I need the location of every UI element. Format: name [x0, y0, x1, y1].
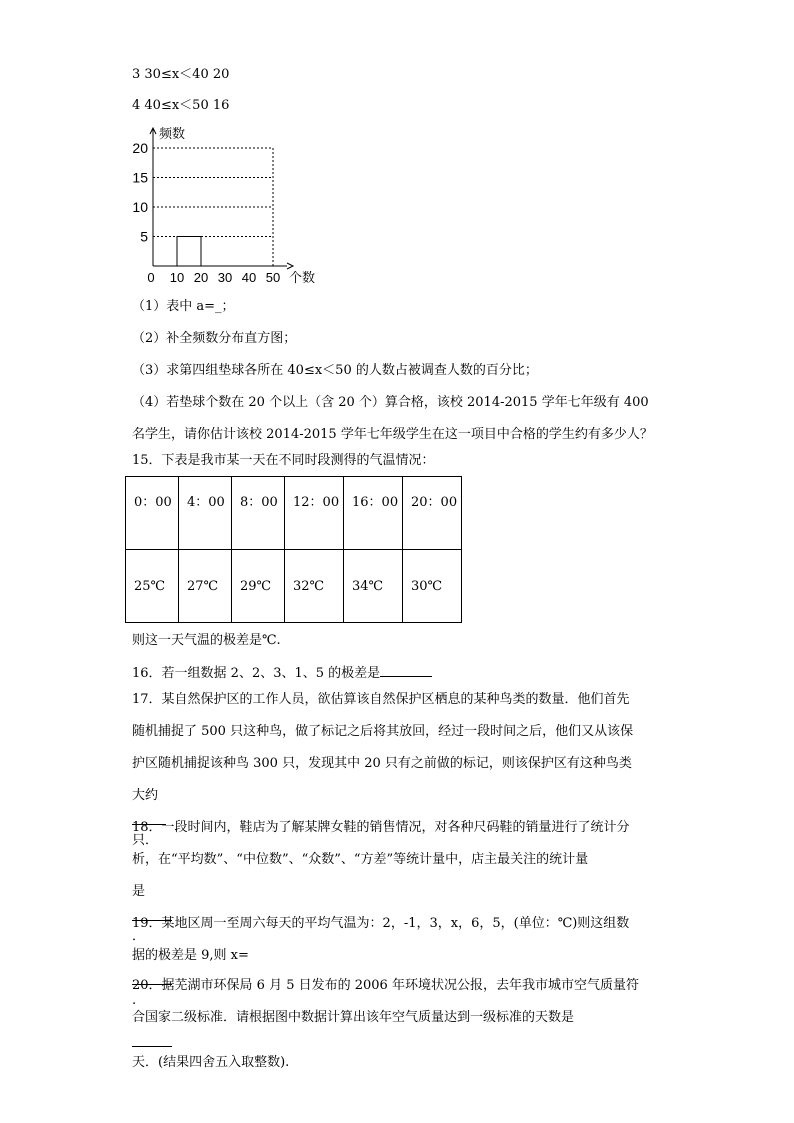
time-cell: 8：00	[232, 477, 285, 550]
x-tick-label: 50	[265, 270, 281, 285]
time-cell: 16：00	[344, 477, 403, 550]
q20-line-1: 20．据芜湖市环保局 6 月 5 日发布的 2006 年环境状况公报，去年我市城市空气质量符	[132, 978, 639, 993]
x-tick-label: 0	[147, 270, 155, 285]
q16-text: 16．若一组数据 2、2、3、1、5 的极差是	[132, 666, 381, 681]
freq-row-3: 3 30≤x＜40 20	[132, 67, 230, 82]
q15-text: 15．下表是我市某一天在不同时段测得的气温情况：	[132, 453, 435, 468]
x-tick-label: 40	[241, 270, 257, 285]
temp-cell: 32℃	[285, 550, 344, 623]
answer-blank	[380, 664, 432, 677]
x-axis-arrow-icon	[287, 263, 293, 269]
q17-line-1: 17．某自然保护区的工作人员，欲估算该自然保护区栖息的某种鸟类的数量．他们首先	[132, 692, 630, 707]
q18-line-2: 析，在“平均数”、“中位数”、“众数”、“方差”等统计量中，店主最关注的统计量	[132, 852, 589, 867]
q20-prefix: 合国家二级标准．请根据图中数据计算出该年空气质量达到一级标准的天数是	[132, 1010, 575, 1025]
freq-row-4: 4 40≤x＜50 16	[132, 98, 230, 113]
temp-cell: 29℃	[232, 550, 285, 623]
q19-prefix: 据的极差是 9,则 x=	[132, 948, 249, 963]
answer-blank	[132, 1034, 172, 1047]
q14-parts	[132, 291, 672, 451]
q14-part-1: （1）表中 a=_；	[132, 299, 235, 314]
q14-part-2: （2）补全频数分布直方图；	[132, 331, 297, 346]
q14-part-3: （3）求第四组垫球各所在 40≤x＜50 的人数占被调查人数的百分比；	[132, 363, 538, 378]
q17-suffix: 只．	[132, 833, 159, 848]
q17-line-2: 随机捕捉了 500 只这种鸟，做了标记之后将其放回，经过一段时间之后，他们又从该保	[132, 724, 634, 739]
x-tick-label: 10	[169, 270, 185, 285]
q18-suffix: ．	[132, 929, 146, 944]
q20-line-3: 天．(结果四舍五入取整数).	[132, 1055, 290, 1070]
temp-cell: 30℃	[403, 550, 462, 623]
y-tick-label: 10	[132, 199, 148, 215]
q17-prefix: 大约	[132, 788, 159, 803]
y-tick-label: 20	[132, 140, 148, 156]
x-tick-label: 20	[193, 270, 209, 285]
time-cell: 0：00	[126, 477, 179, 550]
temp-cell: 34℃	[344, 550, 403, 623]
time-cell: 12：00	[285, 477, 344, 550]
y-tick-label: 15	[132, 169, 148, 186]
q18-line-1: 18．一段时间内，鞋店为了解某牌女鞋的销售情况，对各种尺码鞋的销量进行了统计分	[132, 820, 630, 835]
q20	[132, 970, 672, 1079]
q15-after: 则这一天气温的极差是℃.	[132, 633, 281, 648]
temperature-table	[125, 476, 462, 623]
q19-suffix: .	[132, 993, 137, 1008]
q19-line-1: 19．某地区周一至周六每天的平均气温为：2，-1，3，x，6，5，(单位：℃)则这组数	[132, 916, 630, 931]
q18-prefix: 是	[132, 884, 146, 899]
x-axis-title: 个数	[289, 270, 316, 285]
x-tick-label: 30	[217, 270, 233, 285]
temp-cell: 27℃	[179, 550, 232, 623]
time-cell: 20：00	[403, 477, 462, 550]
temp-cell: 25℃	[126, 550, 179, 623]
histogram-bar	[177, 237, 201, 267]
q16	[132, 664, 432, 683]
time-cell: 4：00	[179, 477, 232, 550]
q17-line-3: 护区随机捕捉该种鸟 300 只，发现其中 20 只有之前做的标记，则该保护区有这种鸟类	[132, 756, 632, 771]
q14-part-4-cont: 名学生，请你估计该校 2014-2015 学年七年级学生在这一项目中合格的学生约有多少人？	[132, 427, 653, 442]
q14-part-4: （4）若垫球个数在 20 个以上（含 20 个）算合格，该校 2014-2015 学年七年级有 400	[132, 395, 649, 410]
y-tick-label: 5	[140, 228, 148, 245]
q20-line-2	[132, 1002, 672, 1047]
histogram-chart	[128, 122, 338, 292]
y-axis-title: 频数	[159, 126, 186, 141]
